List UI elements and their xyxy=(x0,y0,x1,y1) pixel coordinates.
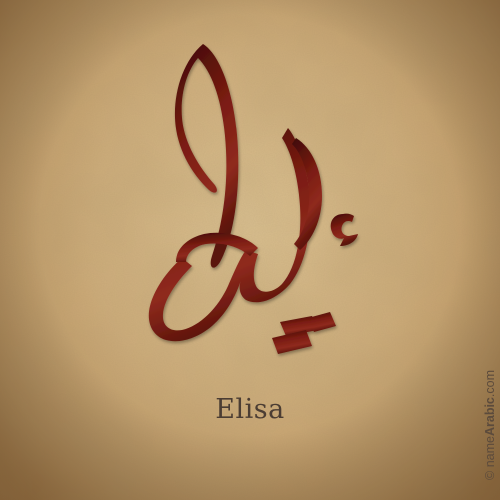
hamza-mark xyxy=(331,214,358,246)
copyright-symbol: © xyxy=(483,470,497,480)
watermark-brand: Arabic xyxy=(483,397,497,437)
dot-lower xyxy=(272,330,312,354)
name-label: Elisa xyxy=(215,394,285,425)
watermark xyxy=(483,370,497,480)
watermark-suffix: .com xyxy=(483,370,497,398)
watermark-prefix: name xyxy=(483,436,497,468)
